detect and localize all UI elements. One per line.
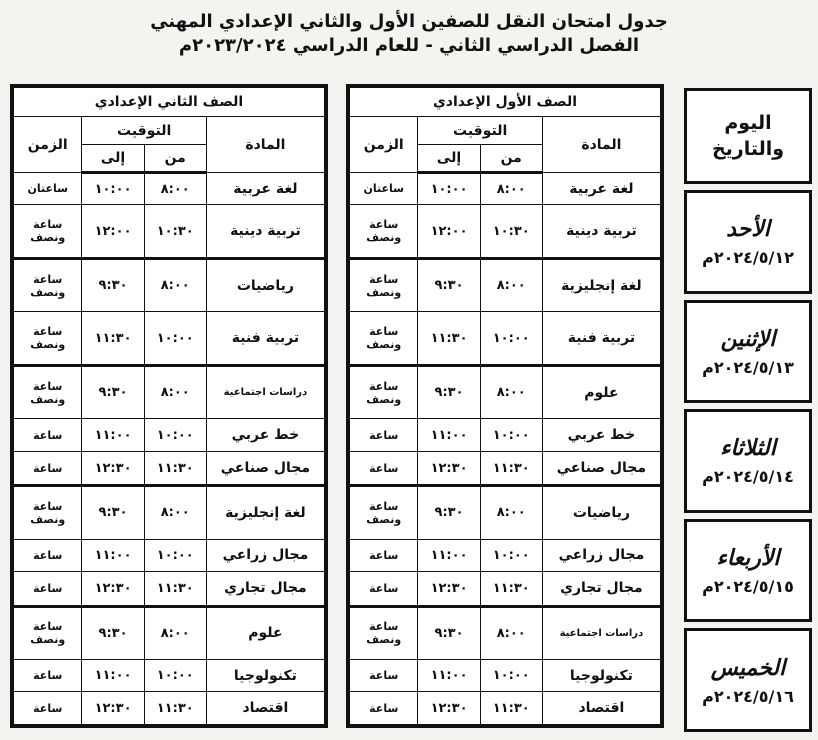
duration-cell: ساعة — [350, 659, 418, 691]
from-time-cell: ١١:٣٠ — [144, 451, 206, 485]
from-time-cell: ١٠:٠٠ — [144, 539, 206, 571]
table-row — [14, 173, 325, 205]
grade2-schedule-table — [10, 84, 328, 728]
to-time-cell: ١٢:٣٠ — [418, 451, 480, 485]
subject-cell: رياضيات — [542, 486, 660, 539]
subject-cell: تربية فنية — [542, 312, 660, 365]
day-name: الخميس — [710, 654, 786, 681]
duration-cell: ساعة ونصف — [350, 258, 418, 311]
duration-cell: ساعة ونصف — [350, 365, 418, 418]
table-row — [350, 692, 661, 725]
subject-cell: مجال تجاري — [206, 572, 324, 606]
to-time-cell: ٩:٣٠ — [82, 258, 144, 311]
subject-cell: خط عربي — [542, 419, 660, 451]
subject-cell: علوم — [542, 365, 660, 418]
to-time-cell: ١٠:٠٠ — [82, 173, 144, 205]
from-time-cell: ٨:٠٠ — [144, 173, 206, 205]
to-time-cell: ١٢:٠٠ — [418, 205, 480, 258]
title-line-1: جدول امتحان النقل للصفين الأول والثاني الإعدادي المهني — [150, 11, 668, 32]
from-time-cell: ٨:٠٠ — [480, 173, 542, 205]
from-time-cell: ١٠:٠٠ — [144, 659, 206, 691]
to-time-cell: ١٢:٣٠ — [82, 572, 144, 606]
duration-cell: ساعة — [350, 692, 418, 725]
day-cell-thursday — [684, 628, 812, 732]
from-time-cell: ١٠:٠٠ — [480, 659, 542, 691]
table-row — [14, 692, 325, 725]
timing-header: التوقيت — [82, 117, 206, 145]
from-time-cell: ١١:٣٠ — [144, 572, 206, 606]
day-name: الإثنين — [720, 325, 776, 352]
to-time-cell: ٩:٣٠ — [418, 365, 480, 418]
from-time-cell: ٨:٠٠ — [144, 606, 206, 659]
from-header: من — [480, 145, 542, 173]
subject-cell: لغة عربية — [542, 173, 660, 205]
subject-cell: مجال زراعي — [542, 539, 660, 571]
from-time-cell: ١٠:٣٠ — [144, 205, 206, 258]
grade1-schedule-table — [346, 84, 664, 728]
table-row — [350, 606, 661, 659]
from-time-cell: ٨:٠٠ — [144, 365, 206, 418]
table-row — [350, 419, 661, 451]
to-time-cell: ٩:٣٠ — [418, 258, 480, 311]
duration-header: الزمن — [14, 117, 82, 173]
table-row — [14, 539, 325, 571]
subject-cell: دراسات اجتماعية — [542, 606, 660, 659]
duration-cell: ساعة — [14, 419, 82, 451]
table-row — [350, 258, 661, 311]
from-time-cell: ٨:٠٠ — [144, 486, 206, 539]
duration-cell: ساعة ونصف — [14, 486, 82, 539]
subject-cell: علوم — [206, 606, 324, 659]
duration-cell: ساعة ونصف — [14, 205, 82, 258]
table-row — [350, 539, 661, 571]
table-row — [350, 205, 661, 258]
duration-cell: ساعة — [350, 451, 418, 485]
table-row — [14, 486, 325, 539]
table-row — [14, 365, 325, 418]
duration-cell: ساعة ونصف — [14, 365, 82, 418]
duration-cell: ساعة — [350, 572, 418, 606]
duration-cell: ساعة — [14, 572, 82, 606]
duration-cell: ساعة ونصف — [350, 606, 418, 659]
duration-cell: ساعة ونصف — [14, 312, 82, 365]
to-time-cell: ٩:٣٠ — [82, 365, 144, 418]
to-time-cell: ٩:٣٠ — [418, 486, 480, 539]
timing-header: التوقيت — [418, 117, 542, 145]
table-row — [350, 365, 661, 418]
from-time-cell: ١٠:٠٠ — [144, 419, 206, 451]
duration-cell: ساعة ونصف — [350, 205, 418, 258]
table-row — [350, 173, 661, 205]
day-date-header: اليوم والتاريخ — [684, 88, 812, 184]
subject-cell: تكنولوجيا — [542, 659, 660, 691]
grade1-title: الصف الأول الإعدادي — [350, 88, 661, 117]
from-time-cell: ١١:٣٠ — [480, 451, 542, 485]
to-time-cell: ١٢:٣٠ — [82, 692, 144, 725]
from-time-cell: ١٠:٠٠ — [480, 539, 542, 571]
table-row — [14, 659, 325, 691]
title-line-2: الفصل الدراسي الثاني - للعام الدراسي ٢٠٢٣/٢٠٢٤م — [178, 35, 640, 56]
to-time-cell: ١١:٣٠ — [418, 312, 480, 365]
from-time-cell: ١٠:٠٠ — [480, 419, 542, 451]
subject-cell: لغة إنجليزية — [206, 486, 324, 539]
from-time-cell: ٨:٠٠ — [480, 486, 542, 539]
duration-cell: ساعة — [14, 451, 82, 485]
duration-cell: ساعة ونصف — [350, 486, 418, 539]
table-row — [350, 572, 661, 606]
from-time-cell: ١٠:٣٠ — [480, 205, 542, 258]
table-row — [14, 312, 325, 365]
day-cell-wednesday — [684, 519, 812, 623]
from-time-cell: ١١:٣٠ — [480, 572, 542, 606]
subject-cell: مجال صناعي — [542, 451, 660, 485]
from-time-cell: ٨:٠٠ — [480, 258, 542, 311]
duration-cell: ساعة — [14, 539, 82, 571]
table-row — [14, 205, 325, 258]
grade1-rows — [350, 173, 661, 725]
day-date: ٢٠٢٤/٥/١٣م — [702, 357, 794, 377]
subject-cell: دراسات اجتماعية — [206, 365, 324, 418]
from-time-cell: ١١:٣٠ — [480, 692, 542, 725]
subject-cell: اقتصاد — [542, 692, 660, 725]
to-time-cell: ٩:٣٠ — [418, 606, 480, 659]
to-time-cell: ١١:٠٠ — [82, 419, 144, 451]
table-row — [14, 606, 325, 659]
to-time-cell: ١٢:٣٠ — [418, 692, 480, 725]
to-time-cell: ١١:٠٠ — [418, 419, 480, 451]
to-time-cell: ٩:٣٠ — [82, 606, 144, 659]
subject-cell: مجال صناعي — [206, 451, 324, 485]
to-time-cell: ١٢:٣٠ — [418, 572, 480, 606]
duration-cell: ساعة — [350, 419, 418, 451]
to-time-cell: ١١:٠٠ — [82, 659, 144, 691]
table-row — [350, 659, 661, 691]
day-name: الأحد — [726, 216, 770, 243]
day-name: الأربعاء — [716, 545, 780, 572]
subject-cell: مجال تجاري — [542, 572, 660, 606]
to-time-cell: ١٢:٠٠ — [82, 205, 144, 258]
subject-cell: خط عربي — [206, 419, 324, 451]
to-time-cell: ١٠:٠٠ — [418, 173, 480, 205]
subject-header: المادة — [206, 117, 324, 173]
duration-cell: ساعتان — [350, 173, 418, 205]
day-cell-sunday — [684, 190, 812, 294]
to-time-cell: ١١:٠٠ — [418, 539, 480, 571]
table-row — [14, 258, 325, 311]
to-time-cell: ١١:٣٠ — [82, 312, 144, 365]
from-header: من — [144, 145, 206, 173]
from-time-cell: ٨:٠٠ — [480, 606, 542, 659]
day-name: الثلاثاء — [720, 435, 776, 462]
from-time-cell: ١٠:٠٠ — [144, 312, 206, 365]
grade2-title: الصف الثاني الإعدادي — [14, 88, 325, 117]
duration-cell: ساعة ونصف — [14, 258, 82, 311]
day-date: ٢٠٢٤/٥/١٥م — [702, 577, 794, 597]
to-time-cell: ١١:٠٠ — [418, 659, 480, 691]
subject-cell: تربية دينية — [206, 205, 324, 258]
document-title — [0, 10, 818, 58]
subject-cell: لغة عربية — [206, 173, 324, 205]
to-time-cell: ٩:٣٠ — [82, 486, 144, 539]
duration-cell: ساعة — [14, 659, 82, 691]
grade2-rows — [14, 173, 325, 725]
from-time-cell: ١١:٣٠ — [144, 692, 206, 725]
day-cell-tuesday — [684, 409, 812, 513]
table-row — [14, 451, 325, 485]
subject-cell: تربية دينية — [542, 205, 660, 258]
duration-cell: ساعة ونصف — [350, 312, 418, 365]
to-header: إلى — [418, 145, 480, 173]
day-cell-monday — [684, 300, 812, 404]
duration-header: الزمن — [350, 117, 418, 173]
to-header: إلى — [82, 145, 144, 173]
table-row — [350, 486, 661, 539]
to-time-cell: ١١:٠٠ — [82, 539, 144, 571]
days-column — [684, 88, 812, 732]
duration-cell: ساعتان — [14, 173, 82, 205]
from-time-cell: ٨:٠٠ — [480, 365, 542, 418]
from-time-cell: ١٠:٠٠ — [480, 312, 542, 365]
subject-cell: تربية فنية — [206, 312, 324, 365]
from-time-cell: ٨:٠٠ — [144, 258, 206, 311]
duration-cell: ساعة ونصف — [14, 606, 82, 659]
day-date: ٢٠٢٤/٥/١٤م — [702, 467, 794, 487]
subject-header: المادة — [542, 117, 660, 173]
table-row — [350, 312, 661, 365]
subject-cell: مجال زراعي — [206, 539, 324, 571]
day-date: ٢٠٢٤/٥/١٦م — [702, 686, 794, 706]
table-row — [14, 572, 325, 606]
day-date: ٢٠٢٤/٥/١٢م — [702, 248, 794, 268]
duration-cell: ساعة — [350, 539, 418, 571]
table-row — [14, 419, 325, 451]
subject-cell: اقتصاد — [206, 692, 324, 725]
subject-cell: رياضيات — [206, 258, 324, 311]
table-row — [350, 451, 661, 485]
subject-cell: تكنولوجيا — [206, 659, 324, 691]
to-time-cell: ١٢:٣٠ — [82, 451, 144, 485]
subject-cell: لغة إنجليزية — [542, 258, 660, 311]
duration-cell: ساعة — [14, 692, 82, 725]
